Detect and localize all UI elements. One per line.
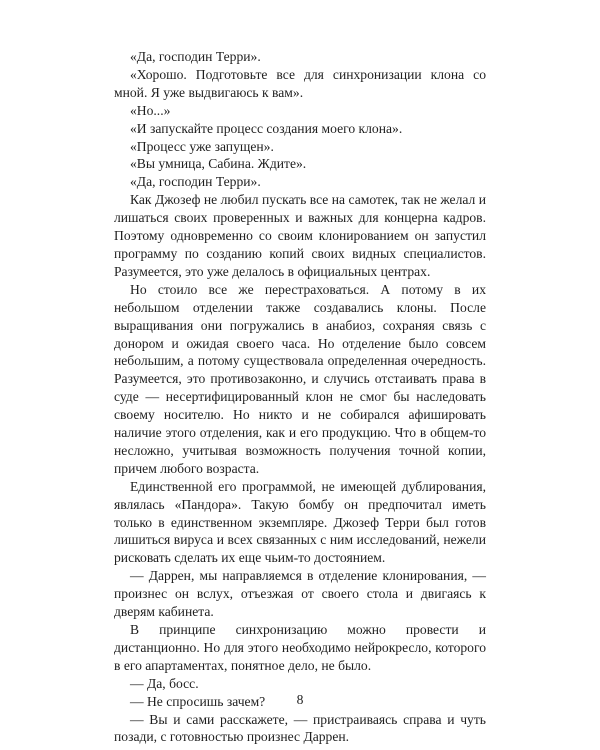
paragraph: Как Джозеф не любил пускать все на самотек, так не желал и лишаться своих проверенных и важных для концерна кадров. Поэтому одновременно со своим клонированием он запустил программу по созданию копий своих видных специалистов. Разумеется, это уже делалось в официальных центрах. [114, 192, 486, 279]
paragraph: — Даррен, мы направляемся в отделение клонирования, — произнес он вслух, отъезжая от своего стола и двигаясь к дверям кабинета. [114, 568, 486, 620]
paragraph: — Не спросишь зачем? [130, 693, 266, 709]
paragraph: «Процесс уже запущен». [130, 138, 274, 154]
paragraph: «Хорошо. Подготовьте все для синхронизации клона со мной. Я уже выдвигаюсь к вам». [114, 66, 486, 100]
body-text [114, 48, 486, 746]
paragraph: Единственной его программой, не имеющей дублирования, являлась «Пандора». Такую бомбу он предпочитал иметь только в единственном экземпляре. Джозеф Терри был готов лишиться вируса и всех связанных с ним исследований, нежели рисковать сделать их еще чьим-то достоянием. [114, 478, 486, 566]
paragraph: «Но...» [130, 102, 171, 118]
paragraph: «И запускайте процесс создания моего клона». [130, 120, 403, 136]
paragraph: Но стоило все же перестраховаться. А потому в их небольшом отделении также создавались клоны. После выращивания они погружались в анабиоз, сохраняя связь с донором и ожидая своего часа. Но отделение было совсем небольшим, а потому существовала определенная очередность. Разумеется, это противозаконно, и случись отстаивать права в суде — несертифицированный клон не смог бы наследовать своему носителю. Но никто и не собирался афишировать наличие этого отделения, как и его продукцию. Что в общем-то несложно, учитывая возможность получения точной копии, причем любого возраста. [114, 281, 486, 476]
paragraph: «Вы умница, Сабина. Ждите». [130, 156, 307, 172]
page-number: 8 [296, 692, 304, 707]
paragraph: «Да, господин Терри». [130, 49, 261, 64]
paragraph: — Вы и сами расскажете, — пристраиваясь справа и чуть позади, с готовностью произнес Даррен. [114, 711, 486, 745]
paragraph: — Да, босс. [130, 675, 199, 691]
paragraph: «Да, господин Терри». [130, 174, 261, 190]
paragraph: В принципе синхронизацию можно провести и дистанционно. Но для этого необходимо нейрокресло, которого в его апартаментах, понятное дело, не было. [114, 622, 486, 673]
